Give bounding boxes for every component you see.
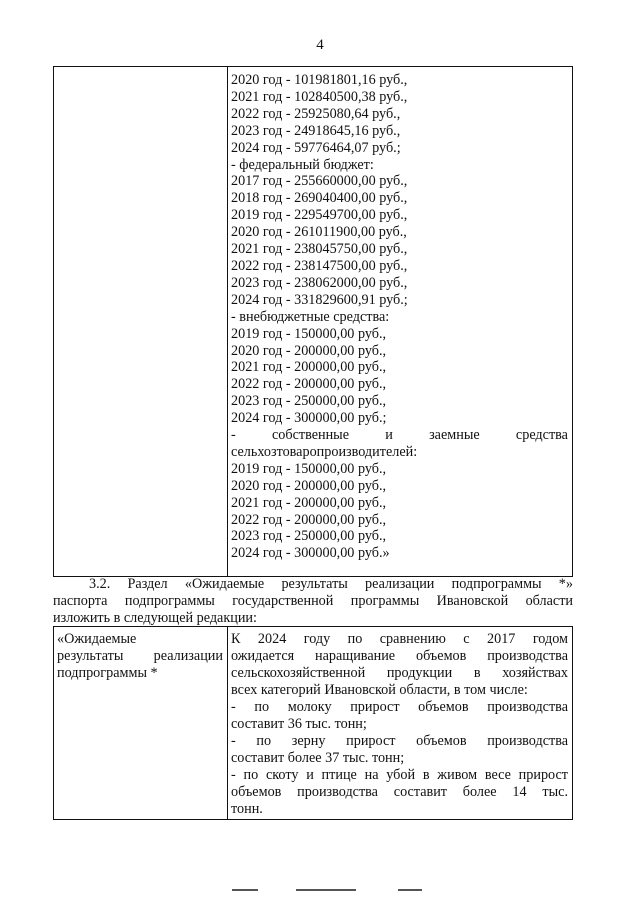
- funding-line: 2020 год - 200000,00 руб.,: [231, 477, 387, 494]
- heading-word: средства: [515, 427, 568, 444]
- heading-line: результаты реализации: [57, 648, 223, 664]
- funding-line: 2023 год - 250000,00 руб.,: [231, 393, 387, 410]
- funding-line: 2022 год - 25925080,64 руб.,: [231, 105, 401, 122]
- funding-line: - внебюджетные средства:: [231, 308, 390, 325]
- result-line: ожидается наращивание объемов производства: [231, 648, 568, 664]
- paragraph-line: паспорта подпрограммы государственной программы Ивановской области: [53, 593, 573, 609]
- funding-line: 2019 год - 150000,00 руб.,: [231, 460, 387, 477]
- heading-line: «Ожидаемые: [57, 631, 137, 647]
- paragraph-line: изложить в следующей редакции:: [53, 610, 257, 626]
- scan-mark: [232, 889, 258, 891]
- funding-line: 2020 год - 261011900,00 руб.,: [231, 224, 407, 241]
- funding-line: 2019 год - 150000,00 руб.,: [231, 325, 387, 342]
- funding-line: 2024 год - 300000,00 руб.;: [231, 410, 387, 427]
- funding-line: 2021 год - 200000,00 руб.,: [231, 359, 387, 376]
- funding-line: 2019 год - 229549700,00 руб.,: [231, 207, 408, 224]
- funding-line: 2024 год - 300000,00 руб.»: [231, 545, 390, 562]
- page-number: 4: [316, 37, 324, 53]
- funding-line: 2017 год - 255660000,00 руб.,: [231, 173, 408, 190]
- result-line: сельскохозяйственной продукции в хозяйствах: [231, 665, 568, 681]
- funding-line: 2018 год - 269040400,00 руб.,: [231, 190, 408, 207]
- column-divider: [227, 67, 228, 576]
- result-line: всех категорий Ивановской области, в том числе:: [231, 682, 528, 698]
- scan-mark: [296, 889, 356, 891]
- funding-line: 2021 год - 102840500,38 руб.,: [231, 88, 408, 105]
- funding-line: 2024 год - 331829600,91 руб.;: [231, 291, 408, 308]
- funding-line: 2021 год - 200000,00 руб.,: [231, 494, 387, 511]
- funding-line: 2021 год - 238045750,00 руб.,: [231, 241, 408, 258]
- funding-line: - федеральный бюджет:: [231, 156, 374, 173]
- funding-line: сельхозтоваропроизводителей:: [231, 443, 418, 460]
- result-line: К 2024 году по сравнению с 2017 годом: [231, 631, 568, 647]
- heading-word: заемные: [429, 427, 480, 444]
- scan-mark: [398, 889, 422, 891]
- result-line: - по зерну прирост объемов производства: [231, 733, 568, 749]
- funding-line: 2024 год - 59776464,07 руб.;: [231, 139, 401, 156]
- result-line: составит более 37 тыс. тонн;: [231, 750, 405, 766]
- result-line: объемов производства составит более 14 тыс.: [231, 784, 568, 800]
- funding-line: 2020 год - 101981801,16 руб.,: [231, 72, 408, 88]
- amendment-paragraph: [53, 576, 573, 627]
- funding-line: 2022 год - 200000,00 руб.,: [231, 376, 387, 393]
- funding-line: 2023 год - 238062000,00 руб.,: [231, 274, 408, 291]
- funding-column: [231, 72, 568, 562]
- result-line: тонн.: [231, 801, 263, 817]
- section-heading-cell: [57, 631, 223, 682]
- result-line: - по скоту и птице на убой в живом весе прирост: [231, 767, 568, 783]
- expected-results-cell: [231, 631, 568, 818]
- funding-line: 2020 год - 200000,00 руб.,: [231, 342, 387, 359]
- funding-line: 2023 год - 250000,00 руб.,: [231, 528, 387, 545]
- heading-word: -: [231, 427, 236, 444]
- funding-line: 2023 год - 24918645,16 руб.,: [231, 122, 401, 139]
- scan-marks: [0, 889, 640, 893]
- expected-results-table: [53, 626, 573, 820]
- result-line: составит 36 тыс. тонн;: [231, 716, 367, 732]
- column-divider: [227, 627, 228, 819]
- heading-word: и: [385, 427, 393, 444]
- heading-word: собственные: [271, 427, 350, 444]
- heading-line: подпрограммы *: [57, 665, 158, 681]
- funding-line: 2022 год - 238147500,00 руб.,: [231, 257, 408, 274]
- own-funds-heading: [231, 427, 568, 444]
- paragraph-line: 3.2. Раздел «Ожидаемые результаты реализации подпрограммы *»: [89, 576, 573, 592]
- result-line: - по молоку прирост объемов производства: [231, 699, 568, 715]
- funding-line: 2022 год - 200000,00 руб.,: [231, 511, 387, 528]
- funding-table: [53, 66, 573, 577]
